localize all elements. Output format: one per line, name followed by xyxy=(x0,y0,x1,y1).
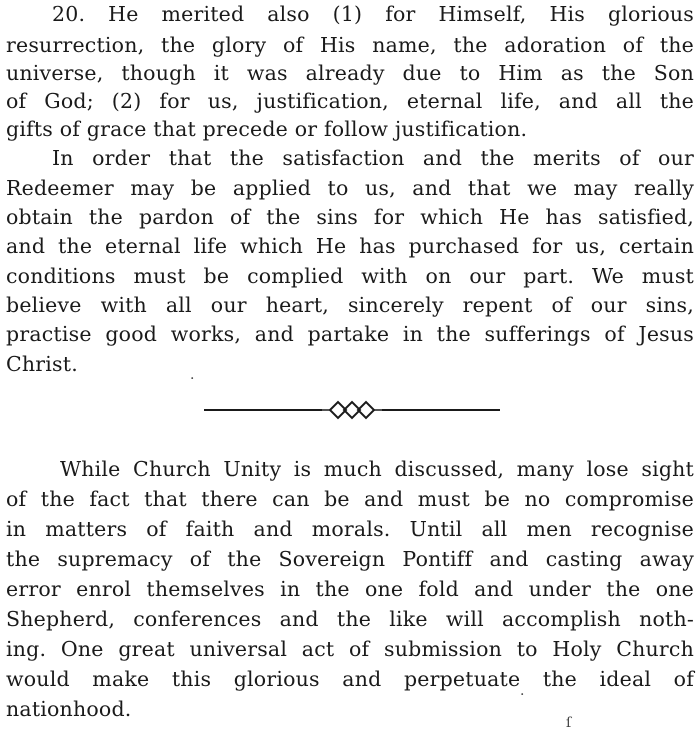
text-line: resurrection, the glory of His name, the adoration of the xyxy=(6,33,694,57)
text-line: of God; (2) for us, justification, eternal life, and all the xyxy=(6,89,694,113)
text-line: and the eternal life which He has purchased for us, certain xyxy=(6,234,694,258)
print-mark: ſ xyxy=(566,715,572,731)
text-line: Christ. xyxy=(6,352,78,376)
text-line: gifts of grace that precede or follow justification. xyxy=(6,117,528,141)
text-line: of the fact that there can be and must be no compromise xyxy=(6,487,694,511)
text-line: nationhood. xyxy=(6,697,132,721)
text-line: ing. One great universal act of submission to Holy Church xyxy=(6,637,694,661)
text-line: While Church Unity is much discussed, many lose sight xyxy=(60,457,694,481)
text-line: obtain the pardon of the sins for which He has satisfied, xyxy=(6,205,694,229)
text-line: practise good works, and partake in the sufferings of Jesus xyxy=(6,322,694,346)
text-line: in matters of faith and morals. Until all men recognise xyxy=(6,517,694,541)
text-line: 20. He merited also (1) for Himself, His glorious xyxy=(52,2,694,26)
print-speck: · xyxy=(520,687,525,703)
print-speck: · xyxy=(190,371,195,387)
text-line: Shepherd, conferences and the like will accomplish noth- xyxy=(6,607,694,631)
diamond-rule-ornament-icon xyxy=(204,398,500,422)
text-line: would make this glorious and perpetuate the ideal of xyxy=(6,667,694,691)
text-line: Redeemer may be applied to us, and that we may really xyxy=(6,176,694,200)
text-line: universe, though it was already due to Him as the Son xyxy=(6,61,694,85)
text-line: In order that the satisfaction and the merits of our xyxy=(52,146,694,170)
text-line: believe with all our heart, sincerely repent of our sins, xyxy=(6,293,694,317)
text-line: error enrol themselves in the one fold and under the one xyxy=(6,577,694,601)
text-line: the supremacy of the Sovereign Pontiff and casting away xyxy=(6,547,694,571)
text-line: conditions must be complied with on our part. We must xyxy=(6,264,694,288)
